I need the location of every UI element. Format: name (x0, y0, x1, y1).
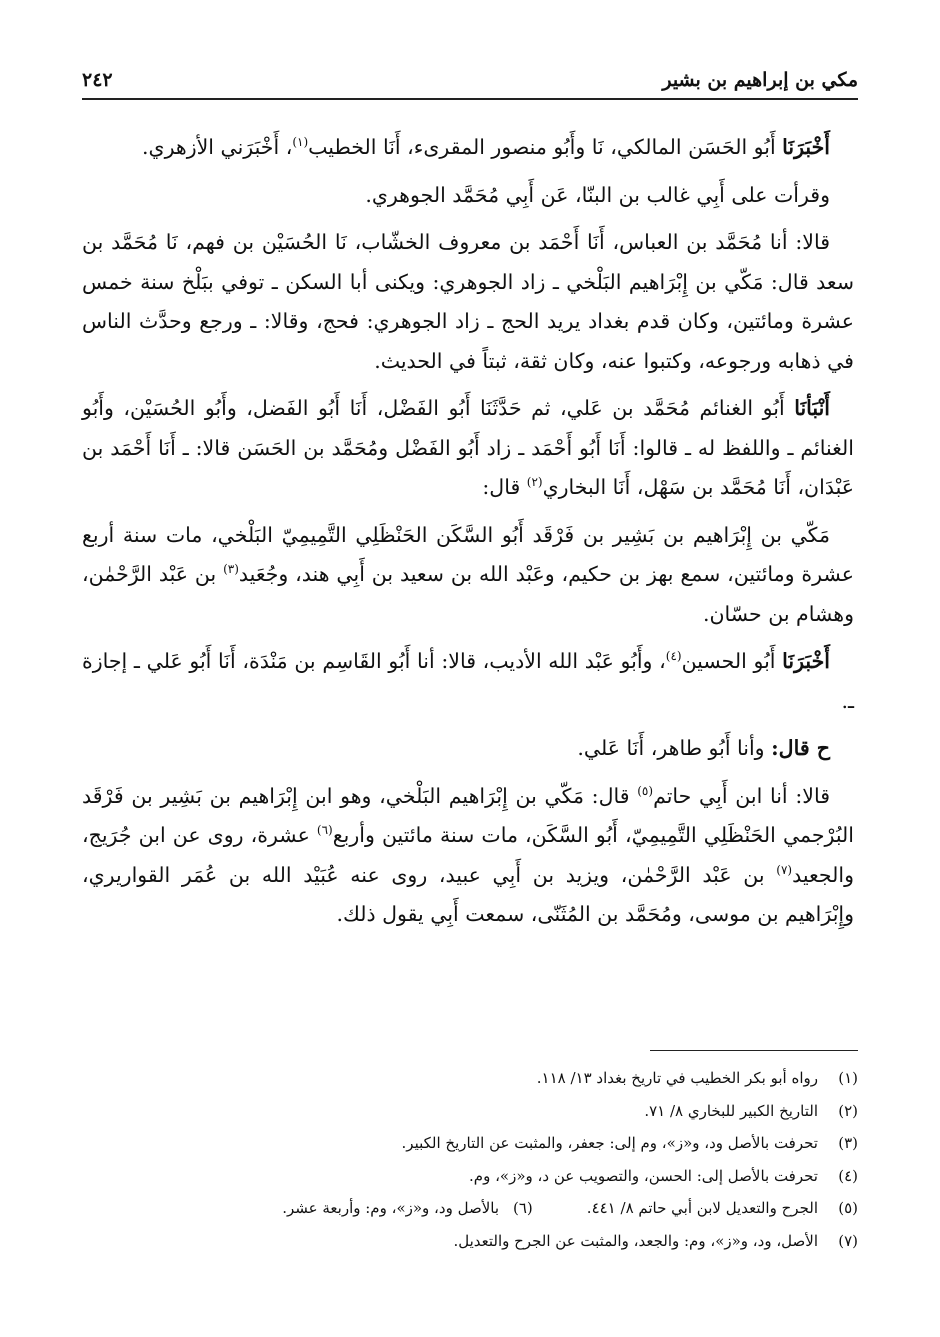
footnote-number: (٦) (513, 1199, 533, 1217)
isnad-lead: أَخْبَرَنَا (782, 649, 830, 673)
paragraph-text: قالا: أنا ابن أَبِي حاتم (653, 783, 830, 808)
paragraph-8 (82, 777, 854, 935)
footnote-number: (٤) (838, 1166, 858, 1185)
footnote-text: الأصل، ود، و«ز»، وم: والجعد، والمثبت عن الجرح والتعديل. (453, 1231, 818, 1250)
footnote-ref: (٢) (526, 475, 543, 490)
footnote-ref: (٥) (637, 783, 654, 798)
paragraph-text: عشرة، روى عن ابن جُرَيج، والجعيد (82, 823, 854, 887)
footnote-item (82, 1062, 858, 1095)
paragraph-text: أَبُو الحسين (681, 649, 783, 673)
paragraph-1 (82, 128, 854, 168)
footnote-ref: (٧) (776, 862, 793, 877)
paragraph-6 (82, 642, 854, 721)
footnote-item (82, 1095, 858, 1128)
paragraph-7 (82, 729, 854, 769)
footnote-text: الجرح والتعديل لابن أبي حاتم ٨/ ٤٤١. (586, 1199, 818, 1217)
footnote-text: بالأصل ود، و«ز»، وم: وأربعة عشر. (282, 1199, 499, 1217)
footnote-ref: (١) (292, 135, 309, 150)
isnad-lead: ح قال: (771, 736, 830, 760)
footnote-text: تحرفت بالأصل ود، و«ز»، وم إلى: جعفر، والمثبت عن التاريخ الكبير. (401, 1134, 818, 1152)
footnote-item (82, 1192, 858, 1225)
paragraph-text: مَكّي بن إِبْرَاهيم بن بَشِير بن فَرْقَد أَبُو السَّكَن الحَنْظَلِي التَّمِيمِيّ البَلْخي، مات سنة أربع عشرة ومائتين، سمع بهز بن حكيم، وعَبْد الله بن سعيد بن أَبِي هند، وجُعَيد (82, 522, 854, 586)
paragraph-text: بن عَبْد الرَّحْمٰن، وهشام بن حسّان. (82, 562, 854, 626)
footnote-text: تحرفت بالأصل إلى: الحسن، والتصويب عن د، و«ز»، وم. (469, 1166, 818, 1185)
paragraph-3: قالا: أنا مُحَمَّد بن العباس، أَنَا أَحْمَد بن معروف الخشّاب، نَا الحُسَيْن بن فهم، نَا مُحَمَّد بن سعد قال: مَكّي بن إِبْرَاهيم البَلْخي ـ زاد الجوهري: ويكنى أبا السكن ـ توفي ببَلْخ سنة خمس عشرة ومائتين، وكان قدم بغداد يريد الحج ـ زاد الجوهري: فحج، وقالا: ـ ورجع وحدَّث الناس في ذهابه ورجوعه، وكتبوا عنه، وكان ثقة، ثبتاً في الحديث. (82, 230, 854, 373)
paragraph-text: قال: مَكّي بن إِبْرَاهيم البَلْخي، وهو ابن إِبْرَاهيم بن بَشِير بن فَرْقَد البُرْجمي الحَنْظَلِي التَّمِيمِيّ، أَبُو السَّكَن، مات سنة مائتين وأربع (82, 783, 854, 847)
footnote-ref: (٤) (665, 649, 682, 664)
footnotes (82, 1062, 858, 1257)
footnote-ref: (٣) (223, 562, 239, 577)
page-number: ٢٤٢ (82, 69, 113, 91)
footnote-text: التاريخ الكبير للبخاري ٨/ ٧١. (644, 1101, 818, 1120)
main-text (82, 128, 854, 943)
footnote-number: (١) (838, 1069, 858, 1087)
paragraph-5 (82, 516, 854, 635)
footnote-number: (٥) (838, 1199, 858, 1217)
footnote-item-inline (282, 1192, 533, 1225)
footnote-number: (٣) (838, 1134, 858, 1152)
footnote-number: (٢) (838, 1101, 858, 1120)
footnote-text: رواه أبو بكر الخطيب في تاريخ بغداد ١٣/ ١١٨. (536, 1069, 818, 1087)
footnote-ref: (٦) (316, 823, 333, 838)
paragraph-text: أَبُو الحَسَن المالكي، نَا وأَبُو منصور المقرىء، أَنَا الخطيب (308, 135, 783, 159)
running-header (82, 62, 858, 100)
paragraph-text: ، أَخْبَرَني الأزهري. (142, 135, 293, 159)
paragraph-text: وأنا أَبُو طاهر، أَنَا عَلي. (577, 736, 772, 760)
footnote-number: (٧) (838, 1231, 858, 1250)
footnote-item (82, 1225, 858, 1258)
paragraph-4 (82, 389, 854, 508)
footnote-item (82, 1160, 858, 1193)
paragraph-text: أَبُو الغنائم مُحَمَّد بن عَلي، ثم حَدَّثَنَا أَبُو الفَضْل، أَنَا أَبُو الفَضل، وأَبُو الحُسَيْن، وأَبُو الغنائم ـ واللفظ له ـ قالوا: أَنَا أَبُو أَحْمَد ـ زاد أَبُو الفَضْل ومُحَمَّد بن الحَسَن قالا: ـ أَنَا أَحْمَد بن عَبْدَان، أَنَا مُحَمَّد بن سَهْل، أَنَا البخاري (82, 396, 854, 499)
footnote-item (82, 1127, 858, 1160)
paragraph-text: ، وأَبُو عَبْد الله الأديب، قالا: أنا أَبُو القَاسِم بن مَنْدَة، أَنَا أَبُو عَلي ـ إجازة ـ. (82, 649, 854, 713)
running-title: مكي بن إبراهيم بن بشير (662, 69, 858, 91)
isnad-lead: أَخْبَرَنَا (782, 135, 830, 159)
isnad-lead: أَنْبَأنَا (794, 396, 830, 420)
paragraph-2: وقرأت على أَبِي غالب بن البنّا، عَن أَبِي مُحَمَّد الجوهري. (365, 182, 830, 207)
footnote-separator (650, 1050, 858, 1051)
paragraph-text: بن عَبْد الرَّحْمٰن، ويزيد بن أَبِي عبيد، روى عنه عُبَيْد الله بن عُمَر القواريري، وإِبْرَاهيم بن موسى، ومُحَمَّد بن المُثَنّى، سمعت أَبِي يقول ذلك. (82, 862, 854, 926)
paragraph-text: قال: (482, 475, 527, 499)
